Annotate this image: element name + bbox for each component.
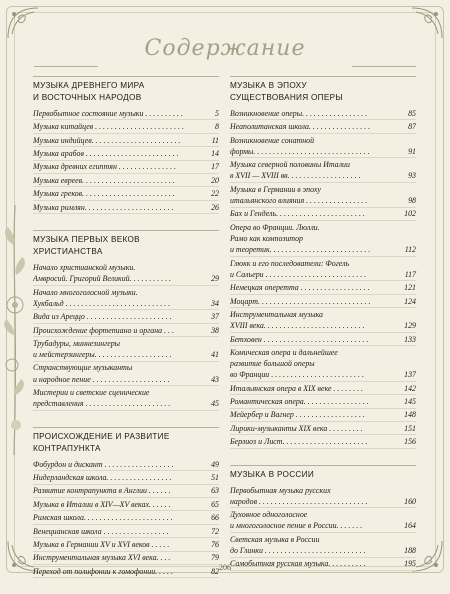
toc-entry-line: развитие большой оперы <box>230 359 315 369</box>
section-heading-line: ПРОИСХОЖДЕНИЕ И РАЗВИТИЕ <box>33 431 170 441</box>
toc-page-number: 188 <box>404 546 416 556</box>
toc-entry-line: Венецианская школа . . . . . . . . . . . . . . . . . <box>33 526 169 536</box>
toc-entry-title <box>230 423 402 434</box>
toc-entry-line: Амвросий. Григорий Великий. . . . . . . . . . . <box>33 274 172 284</box>
toc-entry-line: Светская музыка в России <box>230 534 320 544</box>
section-heading-line: МУЗЫКА ДРЕВНЕГО МИРА <box>33 81 145 90</box>
toc-entry-line: Странствующие музыканты <box>33 363 133 373</box>
toc-column-right <box>230 76 416 587</box>
toc-page-number: 63 <box>211 486 219 496</box>
toc-entry-title <box>33 287 209 309</box>
toc-page-number: 37 <box>211 312 219 322</box>
toc-page-number: 112 <box>404 245 416 255</box>
toc-entry-line: итальянского влияния . . . . . . . . . . . . . . . . <box>230 195 368 205</box>
toc-page-number: 160 <box>404 496 416 506</box>
toc-entry-title <box>33 108 213 119</box>
toc-entry <box>230 409 416 422</box>
toc-entry-line: Музыка китайцев . . . . . . . . . . . . . . . . . . . . . . . <box>33 122 184 132</box>
toc-entry-line: Немецкая оперетта . . . . . . . . . . . . . . . . . . <box>230 283 370 293</box>
toc-page-number: 66 <box>211 513 219 523</box>
toc-entry <box>33 362 219 387</box>
toc-entry-line: Романтическая опера. . . . . . . . . . . . . . . . . <box>230 397 369 407</box>
toc-entry-line: Переход от полифонии к гомофонии. . . . . <box>33 566 173 576</box>
toc-page-number: 148 <box>404 410 416 420</box>
toc-entry <box>230 508 416 533</box>
toc-page-number: 65 <box>211 499 219 509</box>
toc-entry-line: Музыка северной половины Италии <box>230 160 350 170</box>
toc-entry <box>33 386 219 411</box>
toc-entry <box>230 484 416 509</box>
toc-entry <box>230 333 416 346</box>
toc-entry-line: Музыка в Италии в XIV—XV веках. . . . . . <box>33 499 171 509</box>
toc-entry-title <box>33 148 209 159</box>
toc-entry-title <box>33 539 209 550</box>
title-divider <box>352 66 416 67</box>
toc-page-number: 85 <box>408 108 416 118</box>
toc-section <box>33 427 219 579</box>
toc-entry-line: Глюкк и его последователи: Фогель <box>230 258 350 268</box>
toc-page-number: 133 <box>404 334 416 344</box>
toc-entry-line: Хукбальд . . . . . . . . . . . . . . . . . . . . . . . . . . . <box>33 298 171 308</box>
toc-page-number: 145 <box>404 397 416 407</box>
page-title: Содержание <box>144 36 306 61</box>
toc-page-number: 14 <box>211 148 219 158</box>
toc-entry-line: Начало многоголосной музыки. <box>33 287 138 297</box>
toc-page-number: 5 <box>215 108 219 118</box>
toc-entry-title <box>33 325 209 336</box>
toc-entry-line: Музыка в Германии в эпоху <box>230 184 321 194</box>
toc-entry-title <box>33 161 209 172</box>
toc-entry-title <box>230 309 402 331</box>
toc-entry-title <box>230 485 402 507</box>
toc-entry <box>230 120 416 133</box>
toc-entry <box>33 337 219 362</box>
toc-entry <box>230 208 416 221</box>
section-heading <box>33 427 219 455</box>
toc-entry-line: Опера во Франции. Люлли. <box>230 222 320 232</box>
toc-entry-line: Вида из Ареццо . . . . . . . . . . . . . . . . . . . . . . <box>33 312 172 322</box>
toc-entry-title <box>33 485 209 496</box>
toc-entry-title <box>230 208 402 219</box>
toc-entry-line: Инструментальная музыка XVI века. . . . <box>33 553 171 563</box>
toc-page-number: 151 <box>404 423 416 433</box>
toc-page-number: 102 <box>404 209 416 219</box>
floral-ornament-icon <box>0 205 30 455</box>
toc-entry-line: в XVII — XVIII вв. . . . . . . . . . . . . . . . . . . <box>230 171 361 181</box>
toc-entry-title <box>230 396 402 407</box>
toc-section <box>230 76 416 449</box>
section-heading-line: КОНТРАПУНКТА <box>33 443 101 453</box>
toc-section <box>33 76 219 214</box>
section-heading-line: ХРИСТИАНСТВА <box>33 247 103 257</box>
section-heading <box>230 76 416 104</box>
toc-page-number: 164 <box>404 521 416 531</box>
toc-entry <box>33 324 219 337</box>
toc-entry-line: Моцарт. . . . . . . . . . . . . . . . . . . . . . . . . . . . . <box>230 296 371 306</box>
toc-entry <box>230 281 416 294</box>
toc-entry <box>230 382 416 395</box>
toc-page-number: 20 <box>211 175 219 185</box>
toc-entry-title <box>33 188 209 199</box>
toc-page-number: 17 <box>211 162 219 172</box>
toc-entry-title <box>33 202 209 213</box>
toc-entry <box>230 107 416 120</box>
toc-entry-title <box>230 258 403 280</box>
toc-entry-line: Духовное одноголосное <box>230 510 308 520</box>
toc-page-number: 45 <box>211 399 219 409</box>
toc-entry-line: Музыка арабов . . . . . . . . . . . . . . . . . . . . . . . . <box>33 148 179 158</box>
toc-entry-line: во Франции . . . . . . . . . . . . . . . . . . . . . . . . <box>230 370 364 380</box>
toc-page-number: 93 <box>408 171 416 181</box>
toc-entry-title <box>33 499 209 510</box>
toc-page-number: 29 <box>211 274 219 284</box>
section-heading-line: МУЗЫКА В РОССИИ <box>230 469 315 479</box>
toc-entry <box>33 120 219 133</box>
toc-page-number: 41 <box>211 350 219 360</box>
toc-entry-title <box>230 159 406 181</box>
toc-page-number: 22 <box>211 189 219 199</box>
toc-entry-title <box>230 334 402 345</box>
toc-entry-line: Неаполитанская школа. . . . . . . . . . . . . . . . <box>230 122 371 132</box>
toc-entry-title <box>33 262 209 284</box>
toc-entry-title <box>33 175 209 186</box>
toc-page-number: 43 <box>211 374 219 384</box>
toc-entry <box>230 533 416 558</box>
toc-entry-title <box>230 509 402 531</box>
toc-entry <box>33 458 219 471</box>
section-heading-line: МУЗЫКА ПЕРВЫХ ВЕКОВ <box>33 235 140 245</box>
section-heading-line: МУЗЫКА В ЭПОХУ <box>230 81 307 90</box>
toc-entry <box>230 183 416 208</box>
toc-entry <box>33 310 219 323</box>
toc-page-number: 51 <box>211 473 219 483</box>
section-heading-line: И ВОСТОЧНЫХ НАРОДОВ <box>33 93 142 102</box>
toc-entry <box>33 147 219 160</box>
toc-entry <box>33 525 219 538</box>
toc-page-number: 79 <box>211 553 219 563</box>
toc-entry-title <box>230 347 402 381</box>
toc-entry-line: Музыка римлян. . . . . . . . . . . . . . . . . . . . . . . <box>33 202 174 212</box>
toc-entry <box>33 134 219 147</box>
toc-page-number: 8 <box>215 122 219 132</box>
toc-entry-line: и многоголосное пение в России. . . . . . . <box>230 521 363 531</box>
toc-entry-line: Лирики-музыканты XIX века . . . . . . . . . <box>230 423 363 433</box>
section-heading <box>230 465 416 481</box>
toc-column-left <box>33 76 219 594</box>
toc-entry-line: Происхождение фортепиано и органа . . . <box>33 325 174 335</box>
toc-page-number: 82 <box>211 566 219 576</box>
toc-entry-title <box>230 436 402 447</box>
toc-entry-title <box>230 383 402 394</box>
toc-entry-line: Развитие контрапункта в Англии . . . . . . <box>33 486 171 496</box>
toc-entry-line: Мейербер и Вагнер . . . . . . . . . . . . . . . . . . <box>230 410 365 420</box>
toc-page-number: 11 <box>211 135 219 145</box>
toc-entry-title <box>230 184 406 206</box>
toc-entry <box>230 295 416 308</box>
toc-entry-line: Рамо как композитор <box>230 233 303 243</box>
toc-entry-line: Начало христианской музыки. <box>33 262 136 272</box>
toc-entry-title <box>33 338 209 360</box>
toc-entry <box>33 201 219 214</box>
toc-entry-line: и теоретик. . . . . . . . . . . . . . . . . . . . . . . . . . <box>230 245 371 255</box>
toc-entry <box>230 221 416 257</box>
toc-entry <box>33 471 219 484</box>
toc-entry-line: Бах и Гендель. . . . . . . . . . . . . . . . . . . . . . . <box>230 209 365 219</box>
toc-entry <box>33 286 219 311</box>
toc-entry-title <box>33 121 213 132</box>
toc-entry-line: Фобурдон и дискант . . . . . . . . . . . . . . . . . . <box>33 459 174 469</box>
toc-page-number: 195 <box>404 559 416 569</box>
toc-entry <box>33 261 219 286</box>
title-divider <box>34 66 98 67</box>
toc-entry-line: и народное пение . . . . . . . . . . . . . . . . . . . . <box>33 374 170 384</box>
toc-entry-line: до Глинки . . . . . . . . . . . . . . . . . . . . . . . . . . <box>230 546 366 556</box>
toc-entry-title <box>33 311 209 322</box>
toc-entry-line: Комическая опера и дальнейшее <box>230 347 338 357</box>
toc-entry <box>33 485 219 498</box>
toc-entry-title <box>33 459 209 470</box>
toc-entry <box>33 511 219 524</box>
toc-entry-line: Музыка древних египтян . . . . . . . . . . . . . . . <box>33 162 177 172</box>
toc-entry-title <box>230 135 406 157</box>
toc-entry <box>33 107 219 120</box>
toc-entry <box>230 346 416 382</box>
toc-entry-title <box>230 222 403 256</box>
toc-entry <box>33 161 219 174</box>
page-number: 206 <box>219 563 231 572</box>
toc-entry-line: представления . . . . . . . . . . . . . . . . . . . . . . <box>33 399 171 409</box>
toc-entry <box>33 187 219 200</box>
toc-entry <box>230 422 416 435</box>
toc-entry-title <box>230 296 402 307</box>
toc-entry-line: Инструментальная музыка <box>230 309 323 319</box>
toc-entry <box>33 498 219 511</box>
toc-entry <box>230 257 416 282</box>
toc-section <box>230 465 416 571</box>
toc-page-number: 38 <box>211 325 219 335</box>
toc-entry-line: Первобытное состояние музыки . . . . . . . . . . <box>33 108 183 118</box>
toc-entry-line: Возникновение оперы. . . . . . . . . . . . . . . . . <box>230 108 368 118</box>
toc-entry-line: Возникновение сонатной <box>230 135 315 145</box>
section-heading <box>33 76 219 104</box>
toc-page-number: 76 <box>211 540 219 550</box>
section-heading-line: СУЩЕСТВОВАНИЯ ОПЕРЫ <box>230 93 343 102</box>
toc-entry-line: Трубадуры, миннезингеры <box>33 338 120 348</box>
section-heading <box>33 230 219 258</box>
toc-entry <box>33 174 219 187</box>
toc-page-number: 156 <box>404 437 416 447</box>
toc-page-number: 34 <box>211 298 219 308</box>
toc-entry-line: и мейстерзингеры. . . . . . . . . . . . . . . . . . . . <box>33 350 172 360</box>
toc-entry-line: Нидерландская школа. . . . . . . . . . . . . . . . . <box>33 473 172 483</box>
toc-page-number: 72 <box>211 526 219 536</box>
toc-entry-line: Музыка индийцев. . . . . . . . . . . . . . . . . . . . . . . <box>33 135 181 145</box>
toc-entry-line: Самобытная русская музыка. . . . . . . . . . <box>230 559 366 569</box>
toc-entry <box>230 435 416 448</box>
toc-section <box>33 230 219 411</box>
toc-entry-title <box>33 362 209 384</box>
toc-entry-title <box>33 472 209 483</box>
toc-entry <box>230 395 416 408</box>
toc-entry-line: Бетховен . . . . . . . . . . . . . . . . . . . . . . . . . . . <box>230 334 369 344</box>
toc-entry-line: Мистерии и светские сценические <box>33 388 150 398</box>
toc-entry-line: XVIII века. . . . . . . . . . . . . . . . . . . . . . . . . . <box>230 321 365 331</box>
toc-page-number: 117 <box>404 269 416 279</box>
toc-entry-title <box>230 108 406 119</box>
toc-entry-line: Итальянская опера в XIX веке . . . . . . . . <box>230 383 364 393</box>
toc-page-number: 87 <box>408 122 416 132</box>
toc-entry-title <box>33 526 209 537</box>
toc-entry-title <box>33 552 209 563</box>
toc-entry <box>230 308 416 333</box>
toc-entry-line: народов . . . . . . . . . . . . . . . . . . . . . . . . . . . . <box>230 496 368 506</box>
toc-entry <box>33 538 219 551</box>
toc-page-number: 91 <box>408 146 416 156</box>
toc-entry-line: Берлиоз и Лист. . . . . . . . . . . . . . . . . . . . . . <box>230 437 368 447</box>
toc-entry-line: и Сальери . . . . . . . . . . . . . . . . . . . . . . . . . . <box>230 269 367 279</box>
toc-entry-line: Музыка в Германии XV и XVI веков . . . . . <box>33 540 170 550</box>
toc-page-number: 142 <box>404 383 416 393</box>
toc-entry-title <box>230 121 406 132</box>
toc-page-number: 49 <box>211 459 219 469</box>
toc-entry-line: Римская школа. . . . . . . . . . . . . . . . . . . . . . . <box>33 513 173 523</box>
toc-entry-line: формы. . . . . . . . . . . . . . . . . . . . . . . . . . . . . . <box>230 146 370 156</box>
toc-entry-line: Музыка греков. . . . . . . . . . . . . . . . . . . . . . . . <box>33 189 175 199</box>
toc-entry-title <box>33 135 210 146</box>
toc-entry <box>230 134 416 159</box>
toc-entry-line: Первобытная музыка русских <box>230 485 331 495</box>
toc-entry-title <box>33 512 209 523</box>
toc-page-number: 98 <box>408 195 416 205</box>
toc-page-number: 124 <box>404 296 416 306</box>
toc-page-number: 121 <box>404 283 416 293</box>
toc-page-number: 137 <box>404 370 416 380</box>
toc-entry-title <box>33 387 209 409</box>
toc-page-number: 129 <box>404 321 416 331</box>
toc-entry-title <box>230 409 402 420</box>
toc-entry <box>230 158 416 183</box>
toc-entry-line: Музыка евреев. . . . . . . . . . . . . . . . . . . . . . . . <box>33 175 175 185</box>
toc-entry-title <box>230 534 402 556</box>
toc-entry-title <box>230 282 402 293</box>
toc-page-number: 26 <box>211 202 219 212</box>
